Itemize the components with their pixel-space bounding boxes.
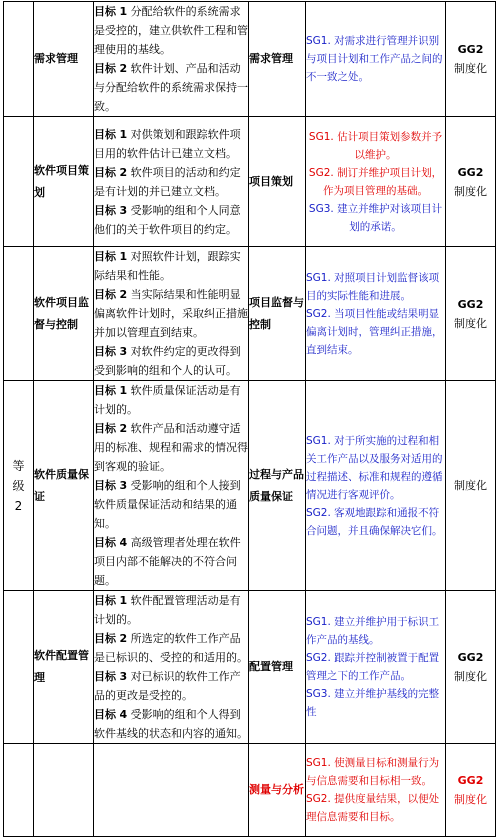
goals-cell [94, 381, 249, 591]
level-cell-blank-bottom [4, 744, 34, 837]
table-row-configuration-management [4, 591, 496, 744]
gg-label: 制度化 [454, 62, 487, 75]
level-cell-blank-top [4, 2, 34, 117]
table-row-measurement-analysis [4, 744, 496, 837]
specific-goals-cell [306, 744, 446, 837]
process-area: 过程与产品质量保证 [249, 381, 306, 591]
specific-goal: SG1. 对需求进行管理并识别与项目计划和工作产品之间的不一致之处。 [306, 35, 443, 83]
goals-cell-empty [94, 744, 249, 837]
specific-goals-cell [306, 2, 446, 117]
goal-item: 目标 3 对已标识的软件工作产品的更改是受控的。 [94, 670, 241, 702]
goal-item: 目标 3 对软件约定的更改得到受到影响的组和个人的认可。 [94, 345, 241, 377]
goal-item: 目标 2 软件计划、产品和活动与分配给软件的系统需求保持一致。 [94, 62, 248, 113]
gg-label: 制度化 [454, 793, 487, 806]
specific-goal: SG2. 当项目性能或结果明显偏离计划时，管理纠正措施，直到结束。 [306, 307, 443, 356]
key-process-area-empty [34, 744, 94, 837]
specific-goals-cell [306, 381, 446, 591]
goal-item: 目标 2 软件产品和活动遵守适用的标准、规程和需求的情况得到客观的验证。 [94, 422, 248, 473]
process-area: 测量与分析 [249, 744, 306, 837]
specific-goal: SG1. 建立并维护用于标识工作产品的基线。 [306, 616, 440, 646]
table-row-monitoring-control [4, 247, 496, 381]
specific-goal: SG1. 估计项目策划参数并予以维护。 [308, 130, 443, 161]
key-process-area: 软件项目监督与控制 [34, 247, 94, 381]
specific-goal: SG2. 提供度量结果，以便处理信息需要和目标。 [306, 793, 440, 823]
generic-goal-cell [446, 381, 496, 591]
generic-goal-cell [446, 591, 496, 744]
table-row-quality-assurance [4, 381, 496, 591]
goal-item: 目标 2 软件项目的活动和约定是有计划的并已建立文档。 [94, 165, 241, 198]
goal-item: 目标 3 受影响的组和个人接到软件质量保证活动和结果的通知。 [94, 479, 241, 530]
gg-code: GG2 [457, 165, 484, 179]
goal-item: 目标 1 软件配置管理活动是有计划的。 [94, 594, 241, 626]
goal-item: 目标 2 当实际结果和性能明显偏离软件计划时，采取纠正措施并加以管理直到结束。 [94, 288, 248, 339]
specific-goals-cell [306, 247, 446, 381]
specific-goal: SG1. 对照项目计划监督该项目的实际性能和进展。 [306, 271, 440, 302]
generic-goal-cell [446, 2, 496, 117]
goal-item: 目标 4 高级管理者处理在软件项目内部不能解决的不符合问题。 [94, 536, 241, 587]
gg-code: GG2 [457, 651, 484, 664]
gg-code: GG2 [457, 774, 484, 787]
specific-goal: SG1. 对于所实施的过程和相关工作产品以及服务对适用的过程描述、标准和规程的遵循情况进行客观评价。 [306, 434, 443, 501]
generic-goal-cell [446, 247, 496, 381]
goals-cell [94, 591, 249, 744]
level-cell-blank [4, 117, 34, 247]
specific-goal: SG1. 使测量目标和测量行为与信息需要和目标相一致。 [306, 757, 440, 787]
maturity-level-label: 等级2 [4, 381, 34, 591]
specific-goal: SG2. 制订并维护项目计划，作为项目管理的基础。 [308, 166, 443, 197]
key-process-area: 软件项目策划 [34, 117, 94, 247]
goals-cell [94, 117, 249, 247]
goal-item: 目标 1 对供策划和跟踪软件项目用的软件估计已建立文档。 [94, 127, 241, 160]
goals-cell [94, 2, 249, 117]
key-process-area: 软件配置管理 [34, 591, 94, 744]
specific-goal: SG2. 客观地跟踪和通报不符合问题，并且确保解决它们。 [306, 506, 443, 537]
specific-goal: SG3. 建立并维护基线的完整性 [306, 688, 440, 718]
goal-item: 目标 4 受影响的组和个人得到软件基线的状态和内容的通知。 [94, 708, 248, 740]
cmm-cmmi-comparison-table [3, 1, 496, 837]
generic-goal-cell [446, 744, 496, 837]
goal-item: 目标 2 所选定的软件工作产品是已标识的、受控的和适用的。 [94, 632, 248, 664]
gg-label: 制度化 [454, 670, 487, 683]
specific-goal: SG2. 跟踪并控制被置于配置管理之下的工作产品。 [306, 652, 440, 682]
gg-code: GG2 [457, 297, 484, 311]
generic-goal-cell [446, 117, 496, 247]
process-area: 配置管理 [249, 591, 306, 744]
process-area: 需求管理 [249, 2, 306, 117]
specific-goals-cell [306, 117, 446, 247]
level-cell-blank [4, 247, 34, 381]
goal-item: 目标 3 受影响的组和个人同意他们的关于软件项目的约定。 [94, 203, 241, 236]
specific-goal: SG3. 建立并维护对该项目计划的承诺。 [308, 202, 443, 233]
level-cell-blank [4, 591, 34, 744]
key-process-area: 需求管理 [34, 2, 94, 117]
gg-label: 制度化 [454, 479, 487, 492]
gg-label: 制度化 [454, 184, 487, 198]
goal-item: 目标 1 分配给软件的系统需求是受控的，建立供软件工程和管理使用的基线。 [94, 5, 248, 56]
key-process-area: 软件质量保证 [34, 381, 94, 591]
table-row-requirements [4, 2, 496, 117]
gg-label: 制度化 [454, 316, 487, 330]
process-area: 项目策划 [249, 117, 306, 247]
process-area: 项目监督与控制 [249, 247, 306, 381]
specific-goals-cell [306, 591, 446, 744]
table-row-project-planning [4, 117, 496, 247]
goals-cell [94, 247, 249, 381]
gg-code: GG2 [457, 43, 484, 56]
goal-item: 目标 1 对照软件计划，跟踪实际结果和性能。 [94, 250, 241, 282]
goal-item: 目标 1 软件质量保证活动是有计划的。 [94, 384, 241, 416]
